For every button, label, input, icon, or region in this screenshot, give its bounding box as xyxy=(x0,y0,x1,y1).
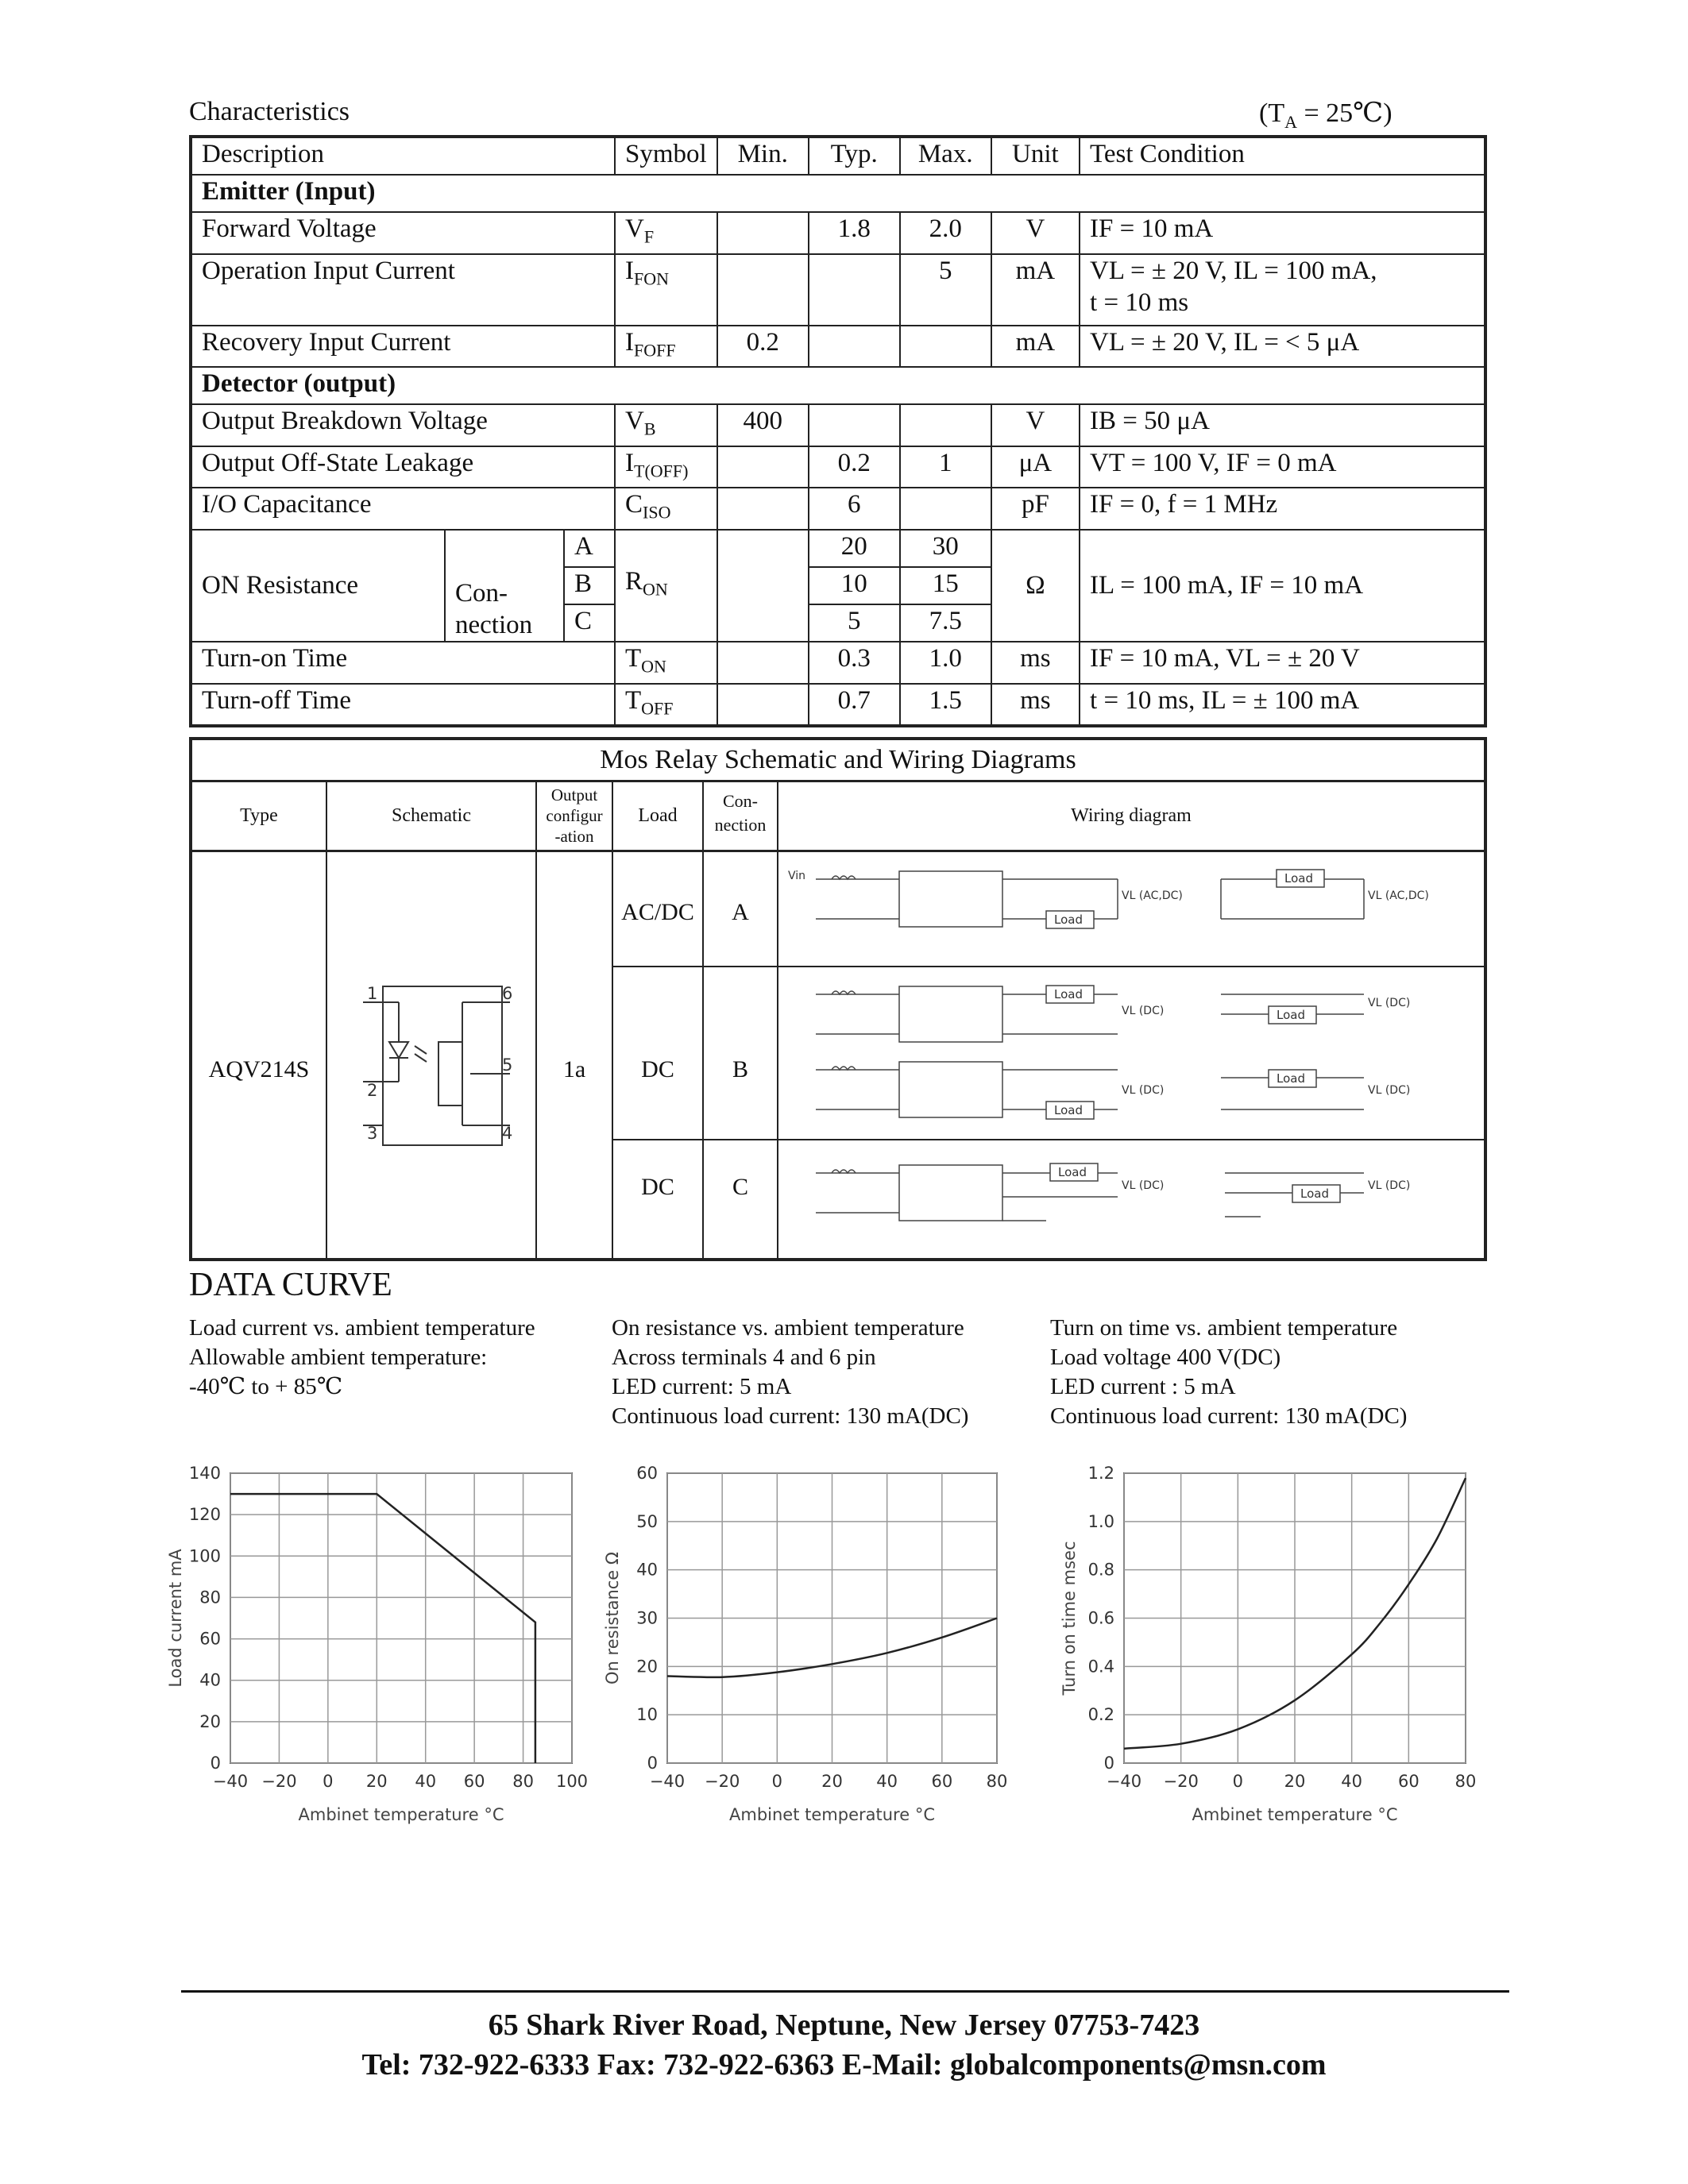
symbol-sub: ON xyxy=(641,656,666,677)
caption-line: Continuous load current: 130 mA(DC) xyxy=(1050,1403,1408,1429)
row-typ-b: 10 xyxy=(809,567,900,604)
row-max-c: 7.5 xyxy=(900,604,991,642)
pin-4: 4 xyxy=(502,1124,513,1143)
connection-line1: Con- xyxy=(723,791,758,811)
row-min xyxy=(717,488,809,530)
table-row xyxy=(191,254,1485,326)
divider xyxy=(192,780,1484,782)
y-axis-label: Turn on time msec xyxy=(1060,1541,1079,1696)
y-tick-label: 0.8 xyxy=(1087,1560,1114,1580)
load-label-b4: Load xyxy=(1277,1071,1305,1086)
connection-a: A xyxy=(564,530,615,567)
y-tick-label: 30 xyxy=(636,1608,658,1628)
symbol-main: T xyxy=(625,643,642,673)
ambient-condition xyxy=(1259,97,1393,133)
caption-line: Load current vs. ambient temperature xyxy=(189,1315,535,1341)
chart-on-resistance xyxy=(603,1453,1037,1831)
header-wiring: Wiring diagram xyxy=(1071,805,1192,826)
connection-line2: nection xyxy=(714,815,767,835)
load-label-b2: Load xyxy=(1277,1008,1305,1022)
y-axis-label: Load current mA xyxy=(166,1549,185,1688)
load-label-a2: Load xyxy=(1284,871,1313,886)
chart-svg xyxy=(603,1453,1037,1827)
y-tick-label: 140 xyxy=(188,1464,221,1483)
symbol-sub: OFF xyxy=(641,698,674,719)
chart-load-current xyxy=(159,1453,604,1831)
row-typ: 0.7 xyxy=(809,684,900,727)
header-min: Min. xyxy=(717,137,809,175)
section-emitter-title: Emitter (Input) xyxy=(191,175,1485,212)
vl-label-c2: VL (DC) xyxy=(1368,1179,1411,1192)
row-condition: VL = ± 20 V, IL = < 5 μA xyxy=(1080,326,1485,368)
table-row xyxy=(191,642,1485,684)
pin-6: 6 xyxy=(502,984,513,1003)
y-tick-label: 0.2 xyxy=(1087,1705,1114,1725)
caption-line: On resistance vs. ambient temperature xyxy=(612,1315,964,1341)
row-unit: V xyxy=(991,212,1080,254)
x-tick-label: 60 xyxy=(1397,1772,1420,1791)
row-symbol xyxy=(615,530,717,642)
row-typ: 1.8 xyxy=(809,212,900,254)
connection-c: C xyxy=(564,604,615,642)
row-desc: Operation Input Current xyxy=(191,254,615,326)
row-typ: 0.3 xyxy=(809,642,900,684)
header-connection xyxy=(704,789,777,837)
row-max: 2.0 xyxy=(900,212,991,254)
y-tick-label: 120 xyxy=(188,1505,221,1525)
symbol-sub: FON xyxy=(634,268,670,289)
symbol-main: R xyxy=(625,567,643,596)
x-tick-label: −40 xyxy=(649,1772,686,1791)
header-load: Load xyxy=(638,805,678,826)
symbol-sub: ISO xyxy=(643,502,671,523)
x-tick-label: 20 xyxy=(821,1772,843,1791)
load-row-a: AC/DC xyxy=(621,899,694,925)
row-symbol xyxy=(615,212,717,254)
y-tick-label: 20 xyxy=(636,1657,658,1677)
pin-5: 5 xyxy=(502,1055,513,1075)
symbol-sub: ON xyxy=(643,579,668,600)
pin-3: 3 xyxy=(367,1124,378,1143)
x-tick-label: 20 xyxy=(1284,1772,1306,1791)
row-desc: Forward Voltage xyxy=(191,212,615,254)
table-row xyxy=(191,530,1485,567)
table-row xyxy=(191,488,1485,530)
caption-line: Load voltage 400 V(DC) xyxy=(1050,1345,1281,1370)
row-min: 0.2 xyxy=(717,326,809,368)
caption-line: Across terminals 4 and 6 pin xyxy=(612,1345,876,1370)
row-min xyxy=(717,684,809,727)
row-condition: IB = 50 μA xyxy=(1080,404,1485,446)
divider xyxy=(326,780,327,1258)
divider xyxy=(777,780,778,1258)
x-tick-label: −20 xyxy=(1163,1772,1199,1791)
row-condition: IF = 0, f = 1 MHz xyxy=(1080,488,1485,530)
vin-label-a: Vin xyxy=(788,870,806,882)
row-typ: 6 xyxy=(809,488,900,530)
output-config: 1a xyxy=(562,1056,586,1082)
row-max-a: 30 xyxy=(900,530,991,567)
row-typ-a: 20 xyxy=(809,530,900,567)
row-symbol xyxy=(615,684,717,727)
characteristics-table xyxy=(189,135,1487,727)
row-unit: ms xyxy=(991,684,1080,727)
x-tick-label: 20 xyxy=(365,1772,388,1791)
x-tick-label: 40 xyxy=(876,1772,898,1791)
symbol-main: I xyxy=(625,256,634,285)
divider xyxy=(535,780,537,1258)
x-tick-label: 100 xyxy=(555,1772,589,1791)
row-typ xyxy=(809,326,900,368)
table-row xyxy=(191,446,1485,488)
table-row xyxy=(191,684,1485,727)
x-tick-label: 80 xyxy=(512,1772,534,1791)
connection-row-a: A xyxy=(732,899,749,925)
footer-address: 65 Shark River Road, Neptune, New Jersey 07753-7423 xyxy=(488,2008,1200,2042)
section-detector-title: Detector (output) xyxy=(191,367,1485,404)
y-tick-label: 50 xyxy=(636,1511,658,1531)
caption-line: Continuous load current: 130 mA(DC) xyxy=(612,1403,969,1429)
connection-line1: Con- xyxy=(455,578,508,608)
symbol-sub: F xyxy=(643,226,655,247)
wiring-diagrams xyxy=(784,855,1479,1256)
row-symbol xyxy=(615,254,717,326)
row-max: 1.5 xyxy=(900,684,991,727)
x-axis-label: Ambinet temperature °C xyxy=(729,1805,935,1824)
symbol-main: I xyxy=(625,327,634,357)
row-desc: Turn-off Time xyxy=(191,684,615,727)
row-unit: Ω xyxy=(991,530,1080,642)
row-max: 1.0 xyxy=(900,642,991,684)
load-label-b3: Load xyxy=(1054,1103,1083,1117)
symbol-main: T xyxy=(625,685,642,715)
y-axis-label: On resistance Ω xyxy=(603,1552,622,1684)
footer-contact: Tel: 732-922-6333 Fax: 732-922-6363 E-Mail: globalcomponents@msn.com xyxy=(361,2048,1327,2082)
header-typ: Typ. xyxy=(809,137,900,175)
y-tick-label: 0 xyxy=(1103,1754,1114,1773)
chart-turn-on-time xyxy=(1056,1453,1501,1831)
row-condition: VT = 100 V, IF = 0 mA xyxy=(1080,446,1485,488)
condition-line2: t = 10 ms xyxy=(1090,287,1189,317)
output-line1: Output xyxy=(550,785,598,805)
row-unit: mA xyxy=(991,326,1080,368)
connection-row-b: B xyxy=(732,1056,748,1082)
y-tick-label: 10 xyxy=(636,1705,658,1725)
plot-frame xyxy=(230,1473,572,1763)
symbol-main: I xyxy=(625,448,634,477)
x-tick-label: 40 xyxy=(415,1772,437,1791)
connection-b: B xyxy=(564,567,615,604)
row-typ-c: 5 xyxy=(809,604,900,642)
y-tick-label: 1.2 xyxy=(1087,1464,1114,1483)
x-tick-label: 60 xyxy=(931,1772,953,1791)
caption-load-current xyxy=(189,1314,535,1402)
vl-label-b2: VL (DC) xyxy=(1368,997,1411,1009)
caption-on-resistance xyxy=(612,1314,968,1431)
row-typ xyxy=(809,404,900,446)
y-tick-label: 40 xyxy=(199,1670,221,1690)
row-max: 1 xyxy=(900,446,991,488)
row-unit: pF xyxy=(991,488,1080,530)
connection-line2: nection xyxy=(455,610,533,639)
ta-value: = 25℃) xyxy=(1296,98,1393,128)
x-tick-label: 80 xyxy=(1454,1772,1477,1791)
x-tick-label: 60 xyxy=(463,1772,485,1791)
vl-label-a1: VL (AC,DC) xyxy=(1122,889,1183,902)
row-condition: IF = 10 mA, VL = ± 20 V xyxy=(1080,642,1485,684)
header-test-condition: Test Condition xyxy=(1080,137,1485,175)
row-typ: 0.2 xyxy=(809,446,900,488)
x-tick-label: 0 xyxy=(1232,1772,1244,1791)
x-tick-label: −20 xyxy=(261,1772,297,1791)
caption-line: LED current : 5 mA xyxy=(1050,1374,1236,1399)
x-axis-label: Ambinet temperature °C xyxy=(1192,1805,1398,1824)
caption-turn-on-time xyxy=(1050,1314,1407,1431)
row-symbol xyxy=(615,404,717,446)
mos-relay-title: Mos Relay Schematic and Wiring Diagrams xyxy=(600,745,1076,774)
load-label-c2: Load xyxy=(1300,1187,1329,1201)
row-max xyxy=(900,404,991,446)
relay-schematic-icon xyxy=(351,970,526,1161)
output-line3: -ation xyxy=(554,827,594,846)
row-max xyxy=(900,326,991,368)
row-min xyxy=(717,530,809,642)
connection-row-c: C xyxy=(732,1174,748,1200)
pin-1: 1 xyxy=(367,984,378,1003)
x-tick-label: −40 xyxy=(1106,1772,1142,1791)
condition-line1: VL = ± 20 V, IL = 100 mA, xyxy=(1090,256,1377,285)
y-tick-label: 0.4 xyxy=(1087,1657,1114,1677)
characteristics-title: Characteristics xyxy=(189,97,350,126)
row-min xyxy=(717,642,809,684)
table-row xyxy=(191,404,1485,446)
y-tick-label: 100 xyxy=(188,1546,221,1566)
load-label-b1: Load xyxy=(1054,987,1083,1001)
header-max: Max. xyxy=(900,137,991,175)
section-emitter xyxy=(191,175,1485,212)
row-desc: Output Off-State Leakage xyxy=(191,446,615,488)
section-detector xyxy=(191,367,1485,404)
row-min xyxy=(717,446,809,488)
x-tick-label: 0 xyxy=(771,1772,783,1791)
vl-label-c1: VL (DC) xyxy=(1122,1179,1165,1192)
ta-sub: A xyxy=(1284,111,1297,132)
vl-label-b1: VL (DC) xyxy=(1122,1005,1165,1017)
caption-line: -40℃ to + 85℃ xyxy=(189,1374,343,1399)
caption-line: Turn on time vs. ambient temperature xyxy=(1050,1315,1398,1341)
x-tick-label: 80 xyxy=(986,1772,1008,1791)
row-unit: mA xyxy=(991,254,1080,326)
header-description: Description xyxy=(191,137,615,175)
header-symbol: Symbol xyxy=(615,137,717,175)
row-desc: I/O Capacitance xyxy=(191,488,615,530)
row-desc: Output Breakdown Voltage xyxy=(191,404,615,446)
row-min xyxy=(717,212,809,254)
row-max: 5 xyxy=(900,254,991,326)
footer-rule xyxy=(181,1990,1509,1993)
row-symbol xyxy=(615,326,717,368)
y-tick-label: 60 xyxy=(636,1464,658,1483)
vl-label-b3: VL (DC) xyxy=(1122,1084,1165,1097)
vl-label-b4: VL (DC) xyxy=(1368,1084,1411,1097)
row-unit: μA xyxy=(991,446,1080,488)
row-symbol xyxy=(615,642,717,684)
header-output-config xyxy=(537,785,612,847)
row-typ xyxy=(809,254,900,326)
symbol-main: C xyxy=(625,490,643,519)
load-label-c1: Load xyxy=(1058,1165,1087,1179)
load-row-c: DC xyxy=(641,1174,674,1200)
row-max xyxy=(900,488,991,530)
ta-prefix: (T xyxy=(1259,98,1285,128)
row-desc: ON Resistance xyxy=(191,530,445,642)
x-tick-label: −20 xyxy=(705,1772,740,1791)
row-desc: Recovery Input Current xyxy=(191,326,615,368)
y-tick-label: 40 xyxy=(636,1560,658,1580)
symbol-sub: T(OFF) xyxy=(634,461,689,481)
y-tick-label: 1.0 xyxy=(1087,1511,1114,1531)
row-condition xyxy=(1080,254,1485,326)
y-tick-label: 0 xyxy=(210,1754,221,1773)
y-tick-label: 0.6 xyxy=(1087,1608,1114,1628)
relay-type: AQV214S xyxy=(208,1056,310,1082)
symbol-sub: B xyxy=(643,419,656,439)
mos-relay-section xyxy=(189,737,1487,1261)
x-tick-label: 40 xyxy=(1341,1772,1363,1791)
row-symbol xyxy=(615,488,717,530)
load-label-a1: Load xyxy=(1054,913,1083,927)
row-condition: IL = 100 mA, IF = 10 mA xyxy=(1080,530,1485,642)
row-min: 400 xyxy=(717,404,809,446)
header-unit: Unit xyxy=(991,137,1080,175)
row-min xyxy=(717,254,809,326)
chart-svg xyxy=(1056,1453,1501,1827)
y-tick-label: 20 xyxy=(199,1711,221,1731)
header-type: Type xyxy=(240,805,278,826)
row-symbol xyxy=(615,446,717,488)
table-row xyxy=(191,212,1485,254)
divider xyxy=(192,850,1484,852)
chart-svg xyxy=(159,1453,604,1827)
caption-line: LED current: 5 mA xyxy=(612,1374,792,1399)
data-curve-title: DATA CURVE xyxy=(189,1267,392,1303)
symbol-sub: FOFF xyxy=(634,340,676,361)
header-schematic: Schematic xyxy=(392,805,471,826)
y-tick-label: 60 xyxy=(199,1629,221,1649)
symbol-main: V xyxy=(625,407,644,436)
row-max-b: 15 xyxy=(900,567,991,604)
row-condition: IF = 10 mA xyxy=(1080,212,1485,254)
row-condition: t = 10 ms, IL = ± 100 mA xyxy=(1080,684,1485,727)
symbol-main: V xyxy=(625,214,644,243)
vl-label-a2: VL (AC,DC) xyxy=(1368,889,1429,902)
pin-2: 2 xyxy=(367,1081,378,1100)
row-desc: Turn-on Time xyxy=(191,642,615,684)
ron-connection-label xyxy=(445,530,564,642)
series-line xyxy=(230,1494,535,1763)
output-line2: configur xyxy=(546,806,603,825)
table-row xyxy=(191,326,1485,368)
x-tick-label: −40 xyxy=(212,1772,249,1791)
y-tick-label: 80 xyxy=(199,1588,221,1607)
y-tick-label: 0 xyxy=(647,1754,658,1773)
table-header-row xyxy=(191,137,1485,175)
row-unit: ms xyxy=(991,642,1080,684)
x-tick-label: 0 xyxy=(323,1772,334,1791)
x-axis-label: Ambinet temperature °C xyxy=(298,1805,504,1824)
load-row-b: DC xyxy=(641,1056,674,1082)
caption-line: Allowable ambient temperature: xyxy=(189,1345,488,1370)
row-unit: V xyxy=(991,404,1080,446)
